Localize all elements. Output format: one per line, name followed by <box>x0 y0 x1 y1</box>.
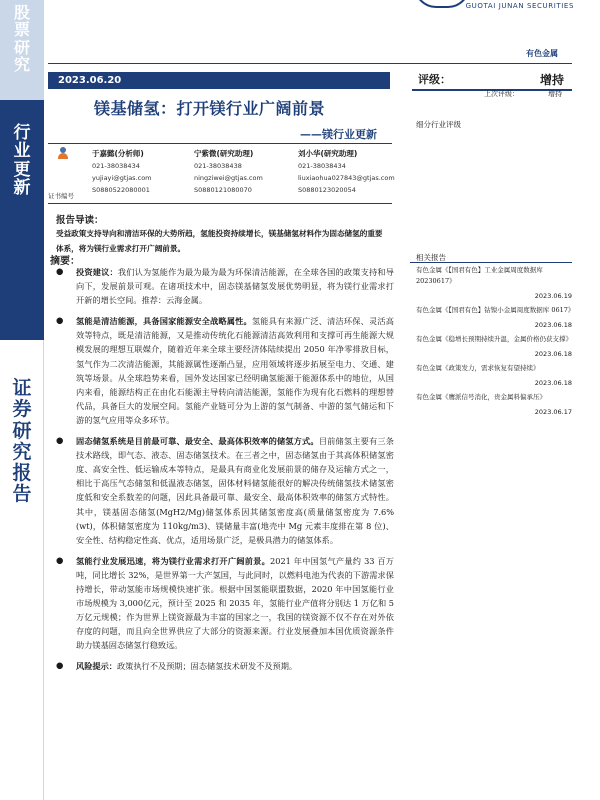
analyst-email[interactable]: liuxiaohua027843@gtjas.com <box>298 174 395 182</box>
title-divider <box>48 143 392 144</box>
related-report-item[interactable] <box>416 265 572 302</box>
sidebar-label-stock-research: 股 票 研 究 <box>13 3 30 74</box>
related-report-title[interactable]: 有色金属《稳增长预期持续升温，金属价格仍获支撑》 <box>416 335 572 343</box>
left-sidebar <box>0 0 44 800</box>
related-report-date: 2023.06.18 <box>534 379 572 387</box>
analyst-phone: 021-38038438 <box>194 162 242 170</box>
sidebar-label-securities-report: 证 券 研 究 报 告 <box>12 377 32 506</box>
summary-bullet <box>54 659 394 673</box>
related-report-date: 2023.06.19 <box>534 292 572 300</box>
summary-bullet <box>54 434 394 547</box>
related-report-item[interactable] <box>416 305 575 331</box>
bullet-lead: 固态储氢系统是目前最可靠、最安全、最高体积效率的储氢方式。 <box>76 436 319 447</box>
bullet-lead: 风险提示： <box>76 661 117 672</box>
report-guide-title: 报告导读： <box>56 215 104 226</box>
analyst-column <box>194 148 263 196</box>
bullet-text: 政策执行不及预期；固态储氢技术研发不及预期。 <box>116 661 298 672</box>
related-report-title[interactable]: 有色金属《【国君有色】工业金属周度数据库 20230617》 <box>416 266 543 285</box>
person-icon <box>56 146 70 160</box>
analyst-phone: 021-38038434 <box>92 162 140 170</box>
industry-tag: 有色金属 <box>526 48 558 58</box>
related-report-date: 2023.06.18 <box>534 350 572 358</box>
related-report-title[interactable]: 有色金属《【国君有色】钴镍小金属周度数据库 0617》 <box>416 306 575 314</box>
bullet-dot-icon: ● <box>56 316 64 327</box>
analyst-cert: S0880121080070 <box>194 186 252 194</box>
summary-bullet <box>54 554 394 653</box>
summary-title: 摘要： <box>50 256 80 267</box>
bullet-lead: 投资建议： <box>76 267 118 277</box>
analyst-name: 于嘉懿(分析师) <box>92 149 144 158</box>
related-report-title[interactable]: 有色金属《政策发力，需求恢复有望持续》 <box>416 364 540 372</box>
bullet-lead: 氢能是清洁能源，具备国家能源安全战略属性。 <box>76 316 252 327</box>
related-report-item[interactable] <box>416 334 572 360</box>
bullet-dot-icon: ● <box>56 436 64 447</box>
analyst-name: 宁紫微(研究助理) <box>194 149 254 158</box>
bullet-text: 目前储氢主要有三条技术路线，即气态、液态、固态储氢技术。在三者之中，固态储氢由于其高体积储氢密度、高安全性、低运输成本等特点，是最具有商业化发展前景的储存及运输方式之一，相比于高压气态储氢和低温液态储氢，固体材料储氢能很好的解决传统储氢技术储氢密度低和安全系数差的问题，因此具备最可靠、最安全、最高体积效率的储氢方式特性。其中，镁基固态储氢(MgH2/Mg)储氢体系因其储氢密度高(质量储氢密度为 7.6%(wt)，体积储氢密度为 110kg/m3)、镁储量丰富(地壳中 Mg 元素丰度排在第 8 位)、安全性、结构稳定性高、优点，适用场景广泛，是极具潜力的储氢体系。 <box>76 436 394 545</box>
previous-rating-value: 增持 <box>548 90 562 98</box>
rating-value: 增持 <box>539 73 564 87</box>
sidebar-label-industry-update: 行 业 更 新 <box>13 123 31 199</box>
report-subtitle: ——镁行业更新 <box>300 128 377 141</box>
related-reports-list <box>416 265 575 421</box>
analyst-phone: 021-38038434 <box>298 162 346 170</box>
related-report-date: 2023.06.17 <box>534 408 572 416</box>
bullet-text: 我们认为氢能作为最为最为最为环保清洁能源，在全球各国的政策支持和导向下，发展前景可观。在诸项技术中，固态镁基储氢发展优势明显，将为镁行业需求打开新的增长空间。推荐：云海金属。 <box>76 267 394 306</box>
related-divider <box>410 262 572 263</box>
related-report-date: 2023.06.18 <box>534 321 572 329</box>
report-date: 2023.06.20 <box>48 72 390 89</box>
bullet-dot-icon: ● <box>56 661 64 672</box>
analyst-column <box>92 148 152 196</box>
related-report-item[interactable] <box>416 363 572 389</box>
analyst-email[interactable]: ningziwei@gtjas.com <box>194 174 263 182</box>
rating-label: 评级： <box>418 73 451 86</box>
top-divider <box>48 63 572 64</box>
analyst-email[interactable]: yujiayi@gtjas.com <box>92 174 152 182</box>
summary-bullet <box>54 314 394 427</box>
report-guide-text: 受益政策支持导向和清洁环保的大势所趋，氢能投资持续增长，镁基储氢材料作为固态储氢的重要体系，将为镁行业需求打开广阔前景。 <box>56 229 383 253</box>
bullet-dot-icon: ● <box>56 555 64 566</box>
report-title: 镁基储氢：打开镁行业广阔前景 <box>94 99 326 118</box>
summary-bullets <box>54 265 394 681</box>
cert-label: 证书编号 <box>48 192 74 200</box>
analyst-cert: S0880522080001 <box>92 186 150 194</box>
sub-industry-rating-label: 细分行业评级 <box>416 120 461 129</box>
bullet-text: 氢能具有来源广泛、清洁环保、灵活高效等特点，既是清洁能源，又是推动传统化石能源清洁高效利用和支撑可再生能源大规模发展的理想互联媒介，随着近年来全球主要经济体陆续提出 2050 年净零排放目标，氢气作为二次清洁能源，其能源属性逐渐凸显，应用领域将逐步拓展至电力、交通、建筑等场景。从全球趋势来看，国外发达国家已经明确氢能源于能源体系中的地位，从国内来看，能源结构正在由化石能源主导转向清洁能源，氢能作为现有化石燃料的理想替代品，具备巨大的发展空间。氢能产业链可分为上游的氢气制备、中游的氢气储运和下游的氢气应用等众多环节。 <box>76 316 394 425</box>
analyst-divider <box>48 203 392 204</box>
bullet-text: 2021 年中国氢气产量约 33 百万吨，同比增长 32%，是世界第一大产氢国，与此同时，以燃料电池为代表的下游需求保持增长，带动氢能市场规模快速扩张。根据中国氢能联盟数据，2020 年中国氢能行业市场规模为 3,000亿元，预计至 2025 和 2035 年，氢能行业产值将分别达 1 万亿和 5万亿元规模；作为世界上镁资源最为丰富的国家之一，我国的镁资源不仅不存在对外依存度的问题，而且向全世界供应了大部分的资源来源。行业发展叠加本国优质资源条件助力镁基固态储氢行稳致远。 <box>76 555 394 651</box>
previous-rating-label: 上次评级： <box>484 90 519 98</box>
bullet-dot-icon: ● <box>56 267 64 277</box>
analyst-cert: S0880123020054 <box>298 186 356 194</box>
analyst-column <box>298 148 395 196</box>
bullet-lead: 氢能行业发展迅速，将为镁行业需求打开广阔前景。 <box>76 555 271 566</box>
related-report-item[interactable] <box>416 392 572 418</box>
summary-bullet <box>54 265 394 307</box>
related-report-title[interactable]: 有色金属《鹰派信号消化，贵金属料偏承压》 <box>416 393 546 401</box>
analyst-name: 刘小华(研究助理) <box>298 149 358 158</box>
brand-name: GUOTAI JUNAN SECURITIES <box>465 2 574 10</box>
brand-logo-arc <box>414 0 470 8</box>
related-reports-title: 相关报告 <box>416 253 446 262</box>
